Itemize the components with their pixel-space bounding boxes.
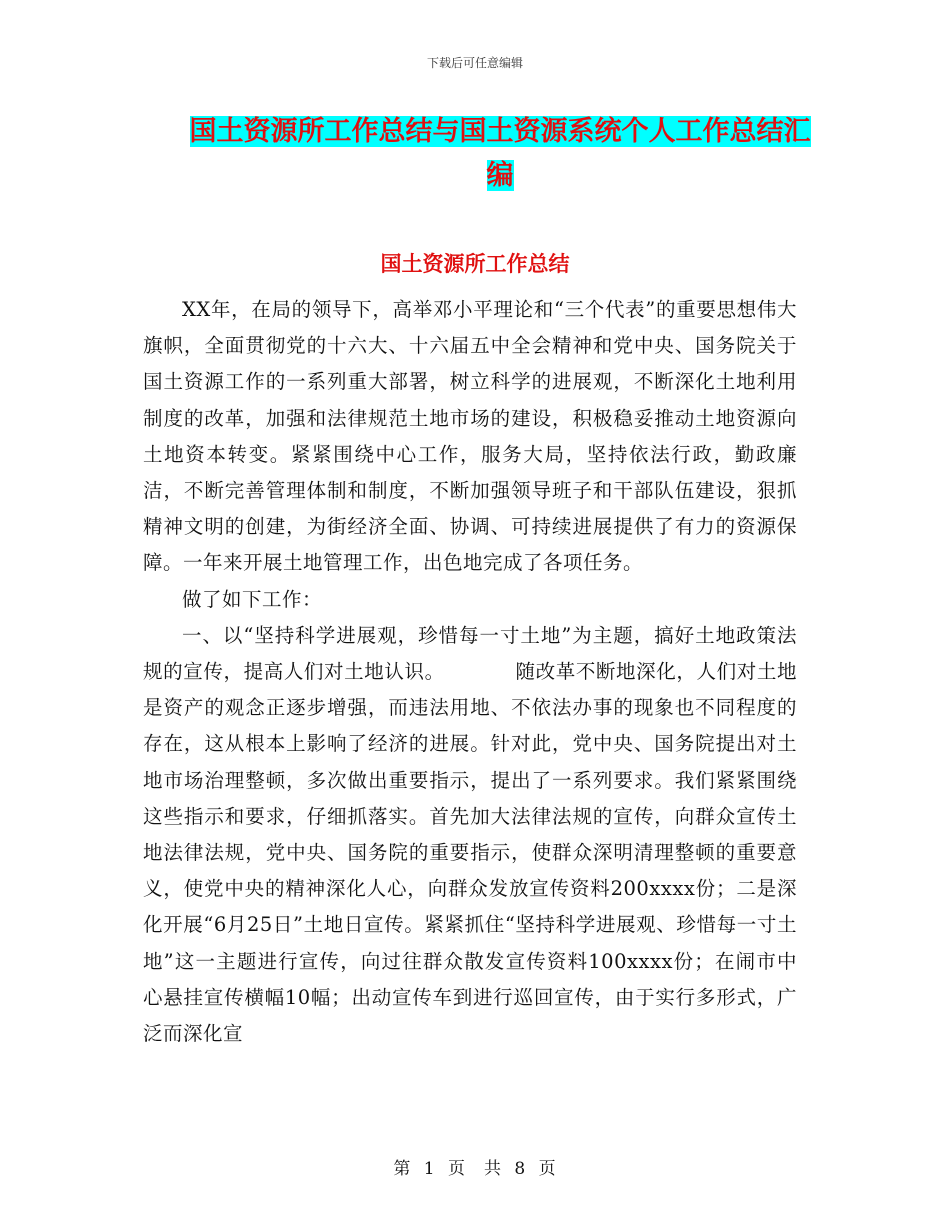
- document-title-line1: 国土资源所工作总结与国土资源系统个人工作总结汇: [189, 116, 811, 147]
- body-text: [143, 292, 797, 1052]
- page-footer: [0, 1154, 950, 1179]
- page-middle: 页 共: [448, 1159, 502, 1179]
- section-title: 国土资源所工作总结: [380, 252, 570, 276]
- header-note: 下载后可任意编辑: [426, 56, 523, 70]
- document-title: [150, 110, 850, 198]
- paragraph-intro: XX年，在局的领导下，高举邓小平理论和“三个代表”的重要思想伟大旗帜，全面贯彻党的十六大、十六届五中全会精神和党中央、国务院关于国土资源工作的一系列重大部署，树立科学的进展观，不断深化土地利用制度的改革，加强和法律规范土地市场的建设，积极稳妥推动土地资源向土地资本转变。紧紧围绕中心工作，服务大局，坚持依法行政，勤政廉洁，不断完善管理体制和制度，不断加强领导班子和干部队伍建设，狠抓精神文明的创建，为街经济全面、协调、可持续进展提供了有力的资源保障。一年来开展土地管理工作，出色地完成了各项任务。: [143, 298, 797, 575]
- page-total: 8: [514, 1159, 527, 1179]
- document-title-line2: 编: [486, 160, 514, 191]
- page-current: 1: [423, 1159, 436, 1179]
- paragraph-work-list-intro: 做了如下工作：: [182, 587, 323, 611]
- page-prefix: 第: [393, 1159, 412, 1179]
- page-suffix: 页: [538, 1159, 557, 1179]
- paragraph-item-one: 一、以“坚持科学进展观，珍惜每一寸土地”为主题，搞好土地政策法规的宣传，提高人们对土地认识。 随改革不断地深化，人们对土地是资产的观念正逐步增强，而违法用地、不依法办事的现象也不同程度的存在，这从根本上影响了经济的进展。针对此，党中央、国务院提出对土地市场治理整顿，多次做出重要指示，提出了一系列要求。我们紧紧围绕这些指示和要求，仔细抓落实。首先加大法律法规的宣传，向群众宣传土地法律法规，党中央、国务院的重要指示，使群众深明清理整顿的重要意义，使党中央的精神深化人心，向群众发放宣传资料200xxxx份；二是深化开展“6月25日”土地日宣传。紧紧抓住“坚持科学进展观、珍惜每一寸土地”这一主题进行宣传，向过往群众散发宣传资料100xxxx份；在闹市中心悬挂宣传横幅10幅；出动宣传车到进行巡回宣传，由于实行多形式，广泛而深化宣: [143, 623, 797, 1046]
